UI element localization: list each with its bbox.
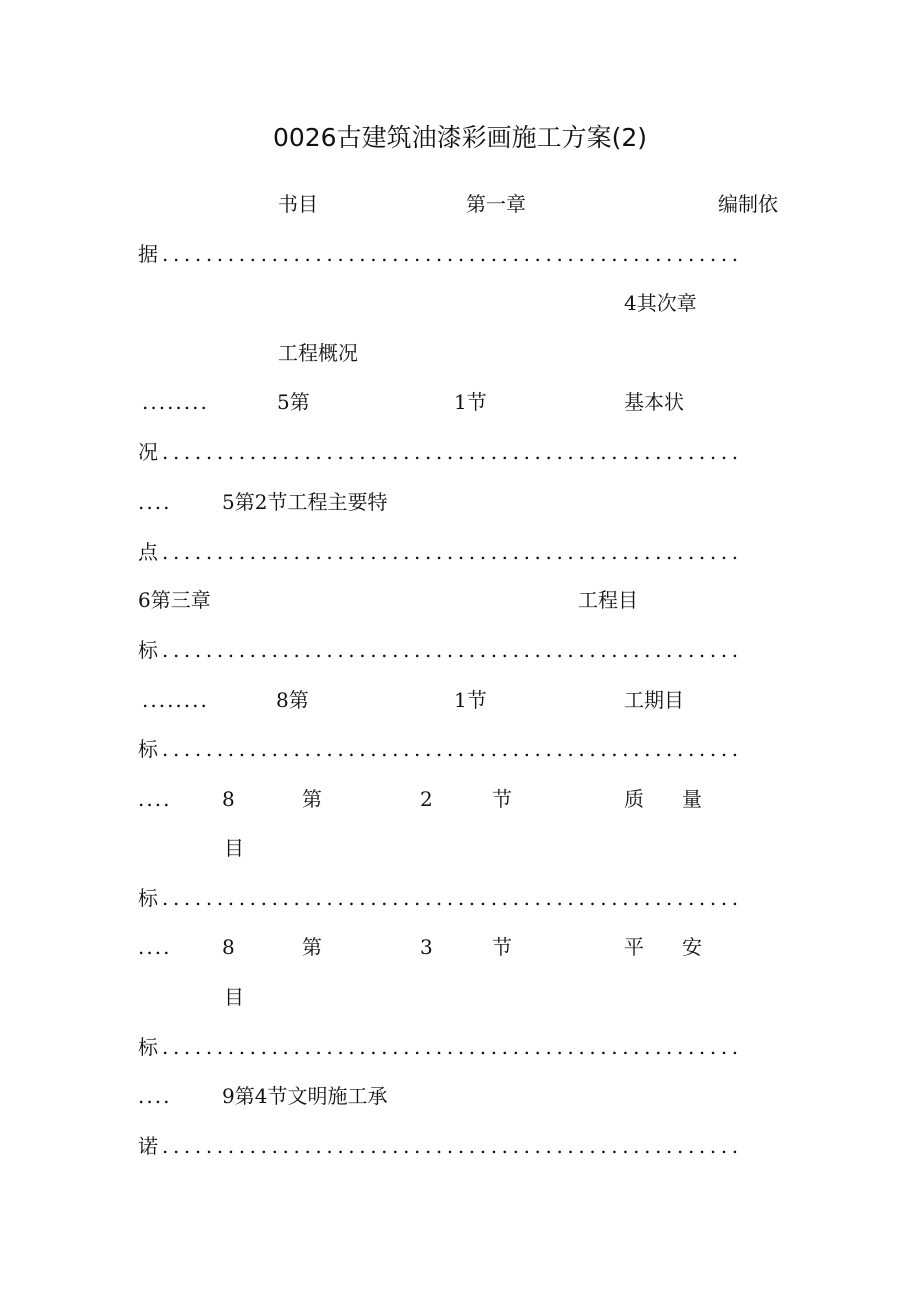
toc-section-prefix: 第 <box>302 935 322 959</box>
toc-section-prefix: 第 <box>302 787 322 811</box>
toc-entry-char: 况 <box>138 440 158 464</box>
toc-entry-char: 标 <box>138 886 158 910</box>
toc-chapter-three: 6第三章 <box>138 588 211 612</box>
toc-section-suffix: 节 <box>492 935 512 959</box>
dot-leader: ..................................................... <box>162 1035 743 1059</box>
toc-entry-overview: 工程概况 <box>278 341 358 365</box>
toc-leader: ........ <box>142 390 209 414</box>
toc-section-title: 工期目 <box>624 688 684 712</box>
toc-section-title: 量 <box>682 787 702 811</box>
toc-section-suffix: 节 <box>492 787 512 811</box>
toc-page-number: 8 <box>222 787 235 811</box>
toc-leader: ........ <box>142 688 209 712</box>
toc-leader: .... <box>138 490 172 514</box>
toc-entry-char: 诺 <box>138 1134 158 1158</box>
toc-section-number: 2 <box>420 787 433 811</box>
toc-section-number: 3 <box>420 935 433 959</box>
toc-leader: .... <box>138 1084 172 1108</box>
dot-leader: ..................................................... <box>162 540 743 564</box>
toc-entry-civilized: 9第4节文明施工承 <box>222 1084 388 1108</box>
toc-entry-char: 标 <box>138 737 158 761</box>
toc-entry-char: 标 <box>138 1035 158 1059</box>
dot-leader: ..................................................... <box>162 737 743 761</box>
dot-leader: ..................................................... <box>162 242 743 266</box>
toc-section-title: 质 <box>624 787 644 811</box>
toc-entry-char: 目 <box>224 985 244 1009</box>
toc-leader: .... <box>138 787 172 811</box>
document-title: 0026古建筑油漆彩画施工方案(2) <box>272 123 648 152</box>
dot-leader: ..................................................... <box>162 1134 743 1158</box>
toc-section-title: 平 <box>624 935 644 959</box>
toc-entry-features: 5第2节工程主要特 <box>222 490 388 514</box>
toc-entry-basis: 编制依 <box>718 192 778 216</box>
toc-section-title: 基本状 <box>624 390 684 414</box>
toc-page-number: 8第 <box>276 688 309 712</box>
toc-section-number: 1节 <box>454 390 487 414</box>
toc-page-number: 5第 <box>277 390 310 414</box>
toc-chapter-one: 第一章 <box>466 192 526 216</box>
toc-chapter-two: 4其次章 <box>624 291 697 315</box>
toc-entry-char: 据 <box>138 242 158 266</box>
toc-section-number: 1节 <box>454 688 487 712</box>
dot-leader: ..................................................... <box>162 638 743 662</box>
dot-leader: ..................................................... <box>162 440 743 464</box>
toc-leader: .... <box>138 935 172 959</box>
dot-leader: ..................................................... <box>162 886 743 910</box>
toc-entry-char: 目 <box>224 836 244 860</box>
toc-entry-goals: 工程目 <box>578 588 638 612</box>
toc-heading-contents: 书目 <box>278 192 318 216</box>
toc-entry-char: 点 <box>138 540 158 564</box>
toc-section-title: 安 <box>682 935 702 959</box>
toc-entry-char: 标 <box>138 638 158 662</box>
toc-page-number: 8 <box>222 935 235 959</box>
